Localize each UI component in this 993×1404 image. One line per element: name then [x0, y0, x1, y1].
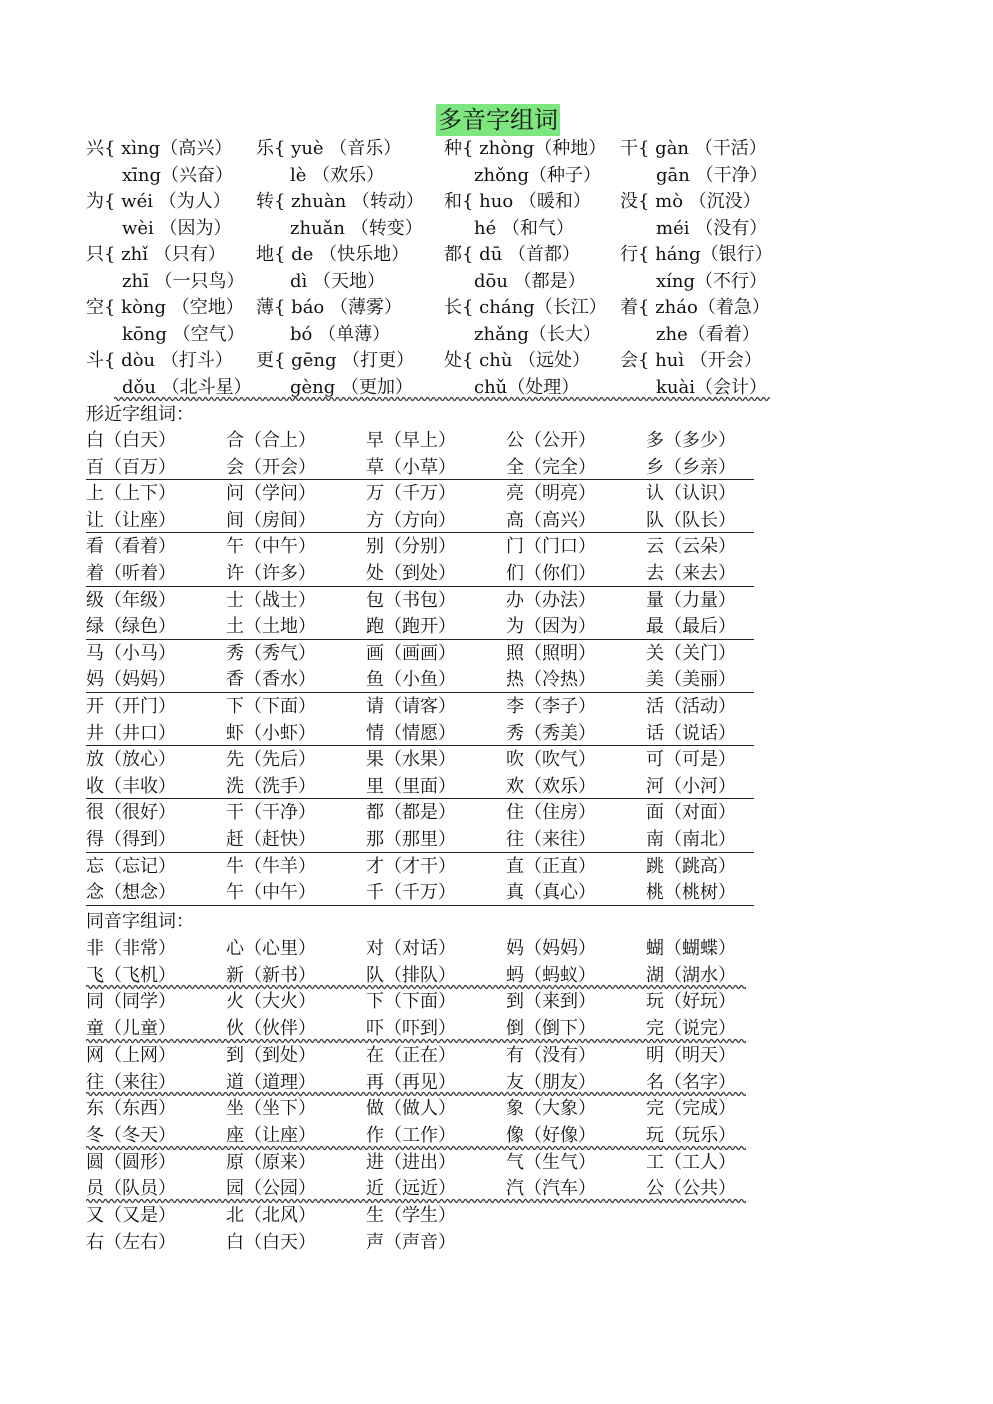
entry-cell: 名（名字） — [646, 1071, 736, 1093]
entry-cell: 高（高兴） — [506, 509, 596, 531]
entry-cell: 热（冷热） — [506, 669, 596, 691]
row-separator — [86, 692, 754, 693]
entry-cell: 认（认识） — [646, 483, 736, 505]
entry-cell: 干（干净） — [226, 802, 316, 824]
entry-cell: zhī （一只鸟） — [122, 270, 245, 292]
row-separator — [86, 532, 754, 533]
entry-cell: dì （天地） — [290, 270, 386, 292]
entry-cell: 妈（妈妈） — [506, 938, 596, 959]
entry-cell: 合（合上） — [226, 430, 316, 451]
entry-cell: 百（百万） — [86, 456, 176, 478]
entry-cell: zhe（看着） — [656, 323, 760, 345]
entry-cell: 香（香水） — [226, 669, 316, 691]
entry-cell: 桃（桃树） — [646, 882, 736, 904]
entry-cell: 级（年级） — [86, 589, 176, 611]
entry-cell: 早（早上） — [366, 430, 456, 451]
entry-cell: 汽（汽车） — [506, 1178, 596, 1200]
entry-cell: 都{ dū （首都） — [444, 244, 581, 265]
entry-cell: 士（战士） — [226, 589, 316, 611]
entry-cell: 近（远近） — [366, 1178, 456, 1200]
entry-cell: 象（大象） — [506, 1098, 596, 1120]
entry-cell: 有（没有） — [506, 1044, 596, 1066]
entry-cell: 别（分别） — [366, 536, 456, 558]
entry-cell: 着{ zháo（着急） — [620, 297, 770, 318]
entry-cell: kōng （空气） — [122, 323, 245, 345]
entry-cell: 先（先后） — [226, 749, 316, 771]
entry-cell: 道（道理） — [226, 1071, 316, 1093]
row-separator — [86, 745, 754, 746]
row-separator — [86, 905, 754, 906]
entry-cell: 让（让座） — [86, 509, 176, 531]
row-separator — [86, 798, 754, 799]
row-separator — [86, 852, 754, 853]
wavy-underline — [114, 396, 770, 402]
entry-cell: 友（朋友） — [506, 1071, 596, 1093]
entry-cell: 工（工人） — [646, 1151, 736, 1173]
entry-cell: 很（很好） — [86, 802, 176, 824]
entry-cell: 井（井口） — [86, 722, 176, 744]
entry-cell: 坐（坐下） — [226, 1098, 316, 1120]
entry-cell: 下（下面） — [226, 696, 316, 717]
entry-cell: 乐{ yuè （音乐） — [256, 138, 402, 159]
entry-cell: 队（队长） — [646, 509, 736, 531]
entry-cell: zhǎng（长大） — [474, 323, 601, 345]
entry-cell: 们（你们） — [506, 563, 596, 584]
entry-cell: 生（学生） — [366, 1205, 456, 1226]
entry-cell: 完（完成） — [646, 1098, 736, 1120]
entry-cell: 得（得到） — [86, 829, 176, 850]
entry-cell: 全（完全） — [506, 456, 596, 478]
entry-cell: dōu （都是） — [474, 270, 586, 292]
entry-cell: hé （和气） — [474, 217, 574, 239]
entry-cell: 没{ mò （沉没） — [620, 191, 761, 212]
entry-cell: gèng （更加） — [290, 376, 414, 398]
entry-cell: 忘（忘记） — [86, 855, 176, 877]
entry-cell: 包（书包） — [366, 589, 456, 611]
entry-cell: 座（让座） — [226, 1124, 316, 1146]
entry-cell: 往（来往） — [86, 1071, 176, 1093]
entry-cell: 种{ zhòng（种地） — [444, 138, 607, 159]
entry-cell: 李（李子） — [506, 696, 596, 717]
entry-cell: 公（公共） — [646, 1178, 736, 1200]
entry-cell: 面（对面） — [646, 802, 736, 824]
entry-cell: chǔ（处理） — [474, 376, 580, 398]
similar-section-title: 形近字组词： — [86, 404, 194, 425]
entry-cell: 虾（小虾） — [226, 722, 316, 744]
entry-cell: zhuǎn （转变） — [290, 217, 423, 239]
entry-cell: 园（公园） — [226, 1178, 316, 1200]
entry-cell: 只{ zhǐ （只有） — [86, 244, 226, 265]
entry-cell: 门（门口） — [506, 536, 596, 558]
entry-cell: 万（千万） — [366, 483, 456, 505]
entry-cell: 兴{ xìng（高兴） — [86, 138, 233, 159]
entry-cell: 更{ gēng （打更） — [256, 350, 415, 371]
entry-cell: 蝴（蝴蝶） — [646, 938, 736, 959]
entry-cell: 话（说话） — [646, 722, 736, 744]
entry-cell: 斗{ dòu （打斗） — [86, 350, 233, 371]
entry-cell: 干{ gàn （干活） — [620, 138, 767, 159]
entry-cell: 蚂（蚂蚁） — [506, 964, 596, 986]
entry-cell: 玩（好玩） — [646, 991, 736, 1013]
entry-cell: 间（房间） — [226, 509, 316, 531]
entry-cell: 心（心里） — [226, 938, 316, 959]
entry-cell: 跳（跳高） — [646, 855, 736, 877]
entry-cell: 量（力量） — [646, 589, 736, 611]
entry-cell: 南（南北） — [646, 829, 736, 850]
entry-cell: 看（看着） — [86, 536, 176, 558]
entry-cell: 绿（绿色） — [86, 616, 176, 638]
entry-cell: 往（来往） — [506, 829, 596, 850]
entry-cell: 画（画画） — [366, 642, 456, 664]
homophone-section-title: 同音字组词： — [86, 911, 194, 932]
entry-cell: 员（队员） — [86, 1178, 176, 1200]
entry-cell: 土（土地） — [226, 616, 316, 638]
entry-cell: 河（小河） — [646, 775, 736, 797]
entry-cell: 收（丰收） — [86, 775, 176, 797]
entry-cell: 跑（跑开） — [366, 616, 456, 638]
entry-cell: 直（正直） — [506, 855, 596, 877]
entry-cell: 着（听着） — [86, 563, 176, 584]
entry-cell: dǒu （北斗星） — [122, 376, 252, 398]
entry-cell: 草（小草） — [366, 456, 456, 478]
entry-cell: 作（工作） — [366, 1124, 456, 1146]
entry-cell: 欢（欢乐） — [506, 775, 596, 797]
entry-cell: 牛（牛羊） — [226, 855, 316, 877]
entry-cell: 北（北风） — [226, 1205, 316, 1226]
entry-cell: 方（方向） — [366, 509, 456, 531]
entry-cell: zhǒng（种子） — [474, 164, 602, 186]
entry-cell: 长{ cháng（长江） — [444, 297, 607, 318]
entry-cell: 处{ chù （远处） — [444, 350, 591, 371]
entry-cell: 倒（倒下） — [506, 1018, 596, 1040]
entry-cell: 新（新书） — [226, 964, 316, 986]
entry-cell: 网（上网） — [86, 1044, 176, 1066]
entry-cell: 问（学问） — [226, 483, 316, 505]
entry-cell: bó （单薄） — [290, 323, 391, 345]
entry-cell: 照（照明） — [506, 642, 596, 664]
entry-cell: 转{ zhuàn （转动） — [256, 191, 424, 212]
entry-cell: 办（办法） — [506, 589, 596, 611]
row-separator — [86, 586, 754, 587]
entry-cell: 湖（湖水） — [646, 964, 736, 986]
entry-cell: 住（住房） — [506, 802, 596, 824]
entry-cell: 马（小马） — [86, 642, 176, 664]
entry-cell: 地{ de （快乐地） — [256, 244, 410, 265]
entry-cell: lè （欢乐） — [290, 164, 385, 186]
entry-cell: 妈（妈妈） — [86, 669, 176, 691]
entry-cell: gān （干净） — [656, 164, 768, 186]
entry-cell: 做（做人） — [366, 1098, 456, 1120]
entry-cell: 吓（吓到） — [366, 1018, 456, 1040]
entry-cell: 开（开门） — [86, 696, 176, 717]
entry-cell: 真（真心） — [506, 882, 596, 904]
entry-cell: 才（才干） — [366, 855, 456, 877]
entry-cell: 许（许多） — [226, 563, 316, 584]
entry-cell: 念（想念） — [86, 882, 176, 904]
entry-cell: 到（到处） — [226, 1044, 316, 1066]
entry-cell: 东（东西） — [86, 1098, 176, 1120]
entry-cell: 多（多少） — [646, 430, 736, 451]
entry-cell: 最（最后） — [646, 616, 736, 638]
entry-cell: 行{ háng（银行） — [620, 244, 773, 265]
row-separator — [86, 639, 754, 640]
entry-cell: 冬（冬天） — [86, 1124, 176, 1146]
entry-cell: 午（中午） — [226, 536, 316, 558]
entry-cell: 飞（飞机） — [86, 964, 176, 986]
entry-cell: 秀（秀美） — [506, 722, 596, 744]
entry-cell: kuài（会计） — [656, 376, 767, 398]
page-title: 多音字组词 — [438, 106, 558, 134]
entry-cell: 右（左右） — [86, 1231, 176, 1253]
entry-cell: 活（活动） — [646, 696, 736, 717]
entry-cell: 对（对话） — [366, 938, 456, 959]
entry-cell: 童（儿童） — [86, 1018, 176, 1040]
entry-cell: 上（上下） — [86, 483, 176, 505]
entry-cell: 美（美丽） — [646, 669, 736, 691]
entry-cell: 赶（赶快） — [226, 829, 316, 850]
entry-cell: méi （没有） — [656, 217, 768, 239]
entry-cell: 午（中午） — [226, 882, 316, 904]
entry-cell: 气（生气） — [506, 1151, 596, 1173]
entry-cell: 亮（明亮） — [506, 483, 596, 505]
entry-cell: 会{ huì （开会） — [620, 350, 762, 371]
entry-cell: 关（关门） — [646, 642, 736, 664]
entry-cell: xíng（不行） — [656, 270, 768, 292]
entry-cell: 下（下面） — [366, 991, 456, 1013]
entry-cell: 云（云朵） — [646, 536, 736, 558]
entry-cell: 可（可是） — [646, 749, 736, 771]
entry-cell: 秀（秀气） — [226, 642, 316, 664]
entry-cell: 和{ huo （暖和） — [444, 191, 591, 212]
entry-cell: 队（排队） — [366, 964, 456, 986]
entry-cell: 鱼（小鱼） — [366, 669, 456, 691]
entry-cell: wèi （因为） — [122, 217, 232, 239]
entry-cell: 像（好像） — [506, 1124, 596, 1146]
entry-cell: 薄{ báo （薄雾） — [256, 297, 402, 318]
entry-cell: 为{ wéi （为人） — [86, 191, 231, 212]
entry-cell: 那（那里） — [366, 829, 456, 850]
entry-cell: 乡（乡亲） — [646, 456, 736, 478]
row-separator — [86, 479, 754, 480]
entry-cell: 明（明天） — [646, 1044, 736, 1066]
entry-cell: 伙（伙伴） — [226, 1018, 316, 1040]
entry-cell: 又（又是） — [86, 1205, 176, 1226]
entry-cell: 请（请客） — [366, 696, 456, 717]
entry-cell: 声（声音） — [366, 1231, 456, 1253]
entry-cell: 到（来到） — [506, 991, 596, 1013]
entry-cell: 白（白天） — [86, 430, 176, 451]
entry-cell: 处（到处） — [366, 563, 456, 584]
entry-cell: 再（再见） — [366, 1071, 456, 1093]
entry-cell: 非（非常） — [86, 938, 176, 959]
entry-cell: 去（来去） — [646, 563, 736, 584]
entry-cell: 里（里面） — [366, 775, 456, 797]
entry-cell: xīng（兴奋） — [122, 164, 234, 186]
entry-cell: 情（情愿） — [366, 722, 456, 744]
entry-cell: 都（都是） — [366, 802, 456, 824]
entry-cell: 完（说完） — [646, 1018, 736, 1040]
entry-cell: 火（大火） — [226, 991, 316, 1013]
entry-cell: 白（白天） — [226, 1231, 316, 1253]
entry-cell: 玩（玩乐） — [646, 1124, 736, 1146]
entry-cell: 进（进出） — [366, 1151, 456, 1173]
entry-cell: 空{ kòng （空地） — [86, 297, 244, 318]
entry-cell: 吹（吹气） — [506, 749, 596, 771]
entry-cell: 在（正在） — [366, 1044, 456, 1066]
entry-cell: 公（公开） — [506, 430, 596, 451]
entry-cell: 原（原来） — [226, 1151, 316, 1173]
entry-cell: 千（千万） — [366, 882, 456, 904]
entry-cell: 同（同学） — [86, 991, 176, 1013]
entry-cell: 果（水果） — [366, 749, 456, 771]
entry-cell: 放（放心） — [86, 749, 176, 771]
entry-cell: 会（开会） — [226, 456, 316, 478]
entry-cell: 圆（圆形） — [86, 1151, 176, 1173]
entry-cell: 洗（洗手） — [226, 775, 316, 797]
entry-cell: 为（因为） — [506, 616, 596, 638]
